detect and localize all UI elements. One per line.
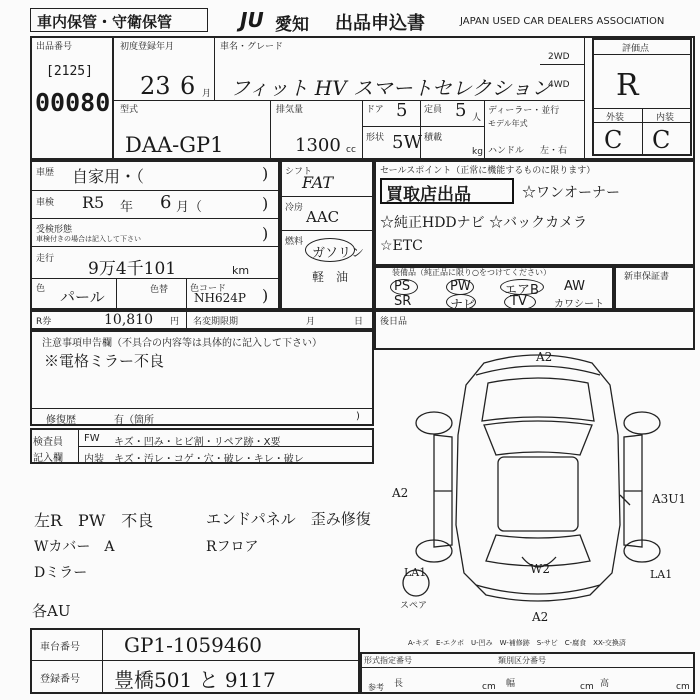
- dims-shape: 形式指定番号: [364, 656, 412, 665]
- equip-ps: PS: [394, 279, 411, 294]
- damage-rear-right: LA1: [650, 568, 673, 581]
- color-change-label: 色替: [150, 285, 169, 295]
- remarks-box: [374, 310, 695, 350]
- equip-circle-navi: [446, 294, 476, 310]
- rtitle-unit: 円: [170, 317, 180, 327]
- capacity-unit: 人: [472, 113, 482, 123]
- check-row1-prefix: FW: [84, 433, 100, 444]
- spare-label: スペア: [400, 601, 428, 611]
- inspection-subnote: 車検付きの場合は記入して下さい: [36, 235, 141, 243]
- equip-circle-pw: [446, 279, 474, 295]
- equipment-grid: [394, 279, 610, 313]
- equip-sr: SR: [394, 294, 412, 309]
- interior-value: C: [652, 126, 671, 154]
- inspection-label: 車検: [36, 198, 55, 208]
- car-name-label: 車名・グレード: [220, 42, 284, 52]
- shape-value: 5W: [392, 132, 422, 153]
- lot-label: 出品番号: [36, 42, 73, 52]
- repair-close: ): [356, 411, 360, 422]
- fuel-circle: [305, 238, 355, 262]
- equipment-label: 装備品（純正品に限り○をつけてください）: [392, 268, 551, 277]
- mileage-value: 9万4千101: [88, 259, 177, 279]
- color-close: ): [262, 286, 269, 305]
- name-change-label: 名変期限期: [193, 317, 239, 327]
- damage-left: A2: [392, 486, 409, 500]
- remark-line-2: Wカバー A: [34, 539, 115, 555]
- repair-label: 修復歴: [46, 415, 76, 426]
- front-bumper: [476, 366, 600, 375]
- equip-leather: カワシート: [554, 299, 604, 310]
- inspection-month: 6: [160, 192, 172, 213]
- aircon-value: AAC: [306, 208, 340, 226]
- history-value: 自家用・（: [72, 167, 145, 186]
- name-change-month: 月: [306, 317, 316, 327]
- model-label: 型式: [120, 105, 139, 115]
- inspector-label: 検査員: [33, 437, 63, 448]
- damage-rear-left: LA1: [404, 566, 427, 579]
- doors-value: 5: [396, 100, 408, 121]
- dims-width: 幅: [506, 679, 516, 689]
- rtitle-value: 10,810: [104, 312, 153, 328]
- inspection-month-unit: 月（: [176, 200, 203, 215]
- load-unit-visible: kg: [472, 147, 483, 157]
- check-row2: キズ・汚レ・コゲ・穴・破レ・キレ・破レ: [114, 454, 304, 465]
- exterior-label: 外装: [606, 113, 625, 123]
- sales-label: セールスポイント（正常に機能するものに限ります）: [380, 166, 596, 176]
- notes-title: 注意事項申告欄（不具合の内容等は具体的に記入して下さい）: [42, 338, 322, 349]
- storage-label: 車内保管・守衛保管: [37, 13, 173, 31]
- history-label: 車歴: [36, 168, 55, 178]
- model-year-label: モデル年式: [488, 119, 528, 128]
- history-close: ): [262, 164, 269, 183]
- warranty-label: 新車保証書: [624, 272, 670, 282]
- form-title: 出品申込書: [335, 13, 425, 34]
- aircon-label: 冷房: [285, 203, 304, 213]
- rating-value: R: [616, 68, 639, 103]
- capacity-label: 定員: [424, 105, 443, 115]
- association-name: JAPAN USED CAR DEALERS ASSOCIATION: [460, 16, 665, 27]
- repair-opts: 有（箇所: [114, 415, 154, 426]
- inspection-note-close: ): [262, 224, 269, 243]
- remark-line-1: 左R PW 不良: [34, 511, 154, 530]
- rear-bumper: [476, 585, 600, 594]
- car-hood: [482, 378, 594, 421]
- equip-circle-ps: [390, 279, 418, 295]
- lot-number: 00080: [35, 88, 111, 117]
- legend-text: A-キズ E-エクボ U-凹み W-補修跡 S-サビ C-腐食 XX-交換済: [408, 639, 626, 647]
- sales-badge: 買取店出品: [386, 185, 471, 205]
- dealer-label: ディーラー・並行: [488, 106, 560, 116]
- mileage-unit: km: [232, 264, 250, 277]
- color-label: 色: [36, 284, 46, 294]
- dims-class: 類別区分番号: [498, 656, 546, 665]
- exterior-value: C: [604, 126, 623, 154]
- car-roof: [498, 457, 578, 531]
- displacement-unit: cc: [346, 145, 356, 155]
- damage-rear: W2: [530, 562, 550, 576]
- car-name: フィット HV スマートセレクション: [230, 76, 552, 100]
- car-windshield: [484, 421, 592, 455]
- drive-4wd: 4WD: [548, 80, 570, 90]
- equip-navi: ナビ: [450, 298, 477, 313]
- dims-length: 長: [394, 679, 404, 689]
- remarks-label: 後日品: [380, 317, 408, 327]
- inspection-close: ): [262, 194, 269, 213]
- displacement-value: 1300: [295, 135, 341, 156]
- notes-value: ※電格ミラー不良: [44, 352, 165, 370]
- inspection-era: R5: [82, 193, 105, 212]
- first-reg-month-unit: 月: [202, 89, 212, 99]
- color-code-label: 色コード: [190, 284, 227, 294]
- check-row1: キズ・凹み・ヒビ割・リペア跡・X要: [114, 437, 281, 448]
- dims-ref: 参考: [368, 683, 384, 692]
- shift-label: シフト: [285, 167, 313, 177]
- color-code-value: NH624P: [194, 291, 246, 305]
- damage-top: A2: [536, 350, 553, 364]
- rating-label: 評価点: [622, 44, 650, 54]
- dims-height-unit: cm: [676, 682, 690, 692]
- damage-diagram: [380, 345, 696, 617]
- remark-line-4: エンドパネル 歪み修復: [206, 510, 371, 528]
- displacement-label: 排気量: [276, 105, 304, 115]
- shift-value: FAT: [302, 173, 334, 192]
- chassis-label: 車台番号: [40, 642, 80, 653]
- doors-label: ドア: [366, 105, 384, 115]
- interior-label: 内装: [656, 113, 675, 123]
- sales-line-2: ☆純正HDDナビ ☆バックカメラ: [380, 215, 588, 231]
- lot-sub: [2125]: [46, 64, 93, 79]
- plate-value: 豊橋501 と 9117: [114, 668, 276, 692]
- inspection-year-unit: 年: [120, 200, 134, 215]
- sales-line-3: ☆ETC: [380, 238, 423, 254]
- wheel-front-left: [416, 412, 452, 434]
- load-label: 積載: [424, 133, 443, 143]
- logo-name: 愛知: [275, 15, 309, 35]
- equip-circle-airbag: [500, 279, 544, 295]
- drive-2wd: 2WD: [548, 52, 570, 62]
- equip-airbag: エアB: [504, 283, 539, 298]
- chassis-value: GP1-1059460: [124, 633, 262, 657]
- remark-line-6: 各AU: [32, 602, 71, 620]
- mileage-label: 走行: [36, 254, 55, 264]
- dims-length-unit: cm: [482, 682, 496, 692]
- remark-line-5: Rフロア: [206, 539, 259, 555]
- first-reg-label: 初度登録年月: [120, 42, 175, 52]
- rtitle-label: R券: [36, 317, 52, 327]
- equip-aw: AW: [564, 279, 586, 294]
- sales-line-1: ☆ワンオーナー: [522, 185, 620, 201]
- handle-label: ハンドル: [488, 146, 525, 156]
- shape-label: 形状: [366, 133, 385, 143]
- equip-tv: TV: [510, 294, 527, 309]
- fuel-value: ガソリン: [312, 246, 365, 261]
- damage-right: A3U1: [652, 492, 687, 506]
- first-reg-year: 23: [140, 72, 171, 100]
- color-value: パール: [60, 288, 105, 306]
- plate-label: 登録番号: [40, 674, 80, 685]
- handle-opts: 左・右: [540, 146, 568, 156]
- equip-circle-tv: [504, 294, 536, 310]
- wheel-front-right: [624, 412, 660, 434]
- dims-height: 高: [600, 679, 610, 689]
- inspection-note-label: 受検形態: [36, 225, 73, 235]
- fuel-diesel: 軽 油: [312, 270, 349, 284]
- note-field-label: 記入欄: [33, 453, 63, 464]
- fuel-label: 燃料: [285, 237, 304, 247]
- remark-line-3: Dミラー: [34, 565, 88, 581]
- model-value: DAA-GP1: [125, 133, 224, 157]
- dims-width-unit: cm: [580, 682, 594, 692]
- capacity-value: 5: [455, 100, 467, 121]
- mark-right-edge: [620, 495, 630, 505]
- damage-bottom: A2: [532, 610, 549, 624]
- name-change-day: 日: [354, 317, 364, 327]
- equip-pw: PW: [450, 279, 471, 294]
- check-row2-prefix: 内装: [84, 454, 104, 465]
- logo-mark: JU: [240, 8, 264, 32]
- first-reg-month: 6: [180, 72, 196, 100]
